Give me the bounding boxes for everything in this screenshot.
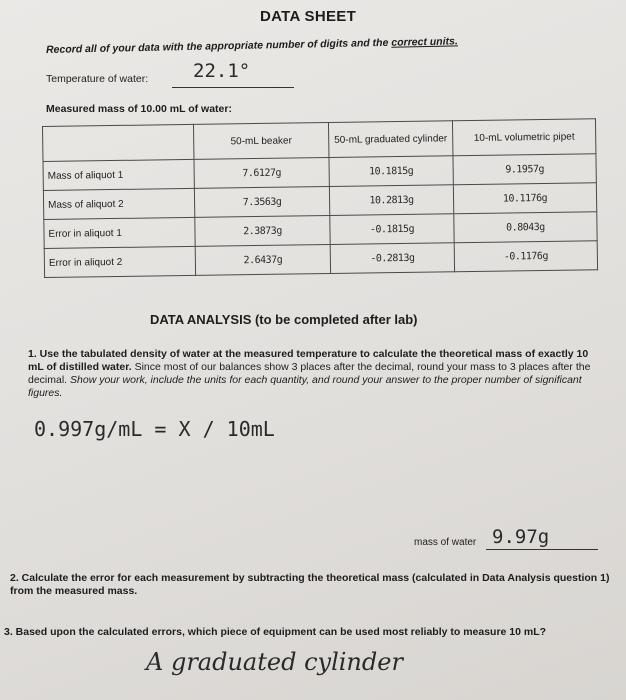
table-cell: -0.1176g bbox=[454, 241, 597, 272]
table-cell: 10.2813g bbox=[329, 185, 453, 216]
question-2: 2. Calculate the error for each measurement by subtracting the theoretical mass (calculated in Data Analysis question 1) from the measured mass. bbox=[10, 572, 610, 597]
question-1-bold: 1. Use the tabulated density of water at the measured temperature to calculate the theoretical mass of exactly 10 mL of distilled water. bbox=[28, 348, 589, 373]
row-label: Error in aliquot 1 bbox=[44, 217, 195, 248]
header-cell-blank bbox=[43, 124, 194, 161]
instructions-text: Record all of your data with the appropriate number of digits and the bbox=[45, 36, 392, 56]
question-3-answer: A graduated cylinder bbox=[146, 648, 403, 676]
temperature-value: 22.1° bbox=[193, 60, 251, 82]
table-cell: 10.1815g bbox=[329, 156, 453, 187]
page-title: DATA SHEET bbox=[260, 8, 357, 25]
row-label: Error in aliquot 2 bbox=[44, 246, 195, 277]
header-graduated-cylinder: 50-mL graduated cylinder bbox=[328, 121, 452, 158]
header-volumetric-pipet: 10-mL volumetric pipet bbox=[452, 119, 595, 156]
row-label: Mass of aliquot 1 bbox=[43, 159, 194, 190]
table-cell: 9.1957g bbox=[453, 154, 596, 185]
row-label: Mass of aliquot 2 bbox=[43, 188, 194, 219]
table-cell: -0.1815g bbox=[330, 214, 454, 245]
table-cell: 10.1176g bbox=[453, 183, 596, 214]
question-1-italic: Show your work, include the units for each quantity, and round your answer to the proper number of significant figures. bbox=[28, 374, 582, 399]
data-table bbox=[42, 118, 598, 278]
mass-of-water-value: 9.97g bbox=[492, 526, 550, 548]
table-cell: 2.3873g bbox=[195, 215, 330, 246]
instructions-underlined: correct units. bbox=[391, 35, 458, 49]
question-3: 3. Based upon the calculated errors, which piece of equipment can be used most reliably to measure 10 mL? bbox=[4, 626, 547, 638]
temperature-label: Temperature of water: bbox=[46, 73, 149, 85]
table-cell: 7.6127g bbox=[194, 157, 329, 188]
mass-of-water-label: mass of water bbox=[414, 537, 477, 548]
measured-mass-label: Measured mass of 10.00 mL of water: bbox=[46, 103, 232, 115]
temperature-line bbox=[172, 87, 294, 88]
question-1-work: 0.997g/mL = X / 10mL bbox=[34, 417, 275, 441]
question-1 bbox=[28, 348, 598, 400]
question-1-text: Since most of our balances show 3 places after the decimal, round your mass to 3 places after the decimal. bbox=[28, 361, 591, 386]
analysis-heading: DATA ANALYSIS (to be completed after lab) bbox=[150, 312, 418, 327]
instructions bbox=[46, 35, 458, 56]
table-cell: 2.6437g bbox=[195, 244, 330, 275]
header-beaker: 50-mL beaker bbox=[193, 122, 328, 159]
table-cell: 0.8043g bbox=[454, 212, 597, 243]
table-cell: -0.2813g bbox=[330, 243, 454, 274]
mass-of-water-line bbox=[486, 549, 598, 550]
table-cell: 7.3563g bbox=[194, 186, 329, 217]
